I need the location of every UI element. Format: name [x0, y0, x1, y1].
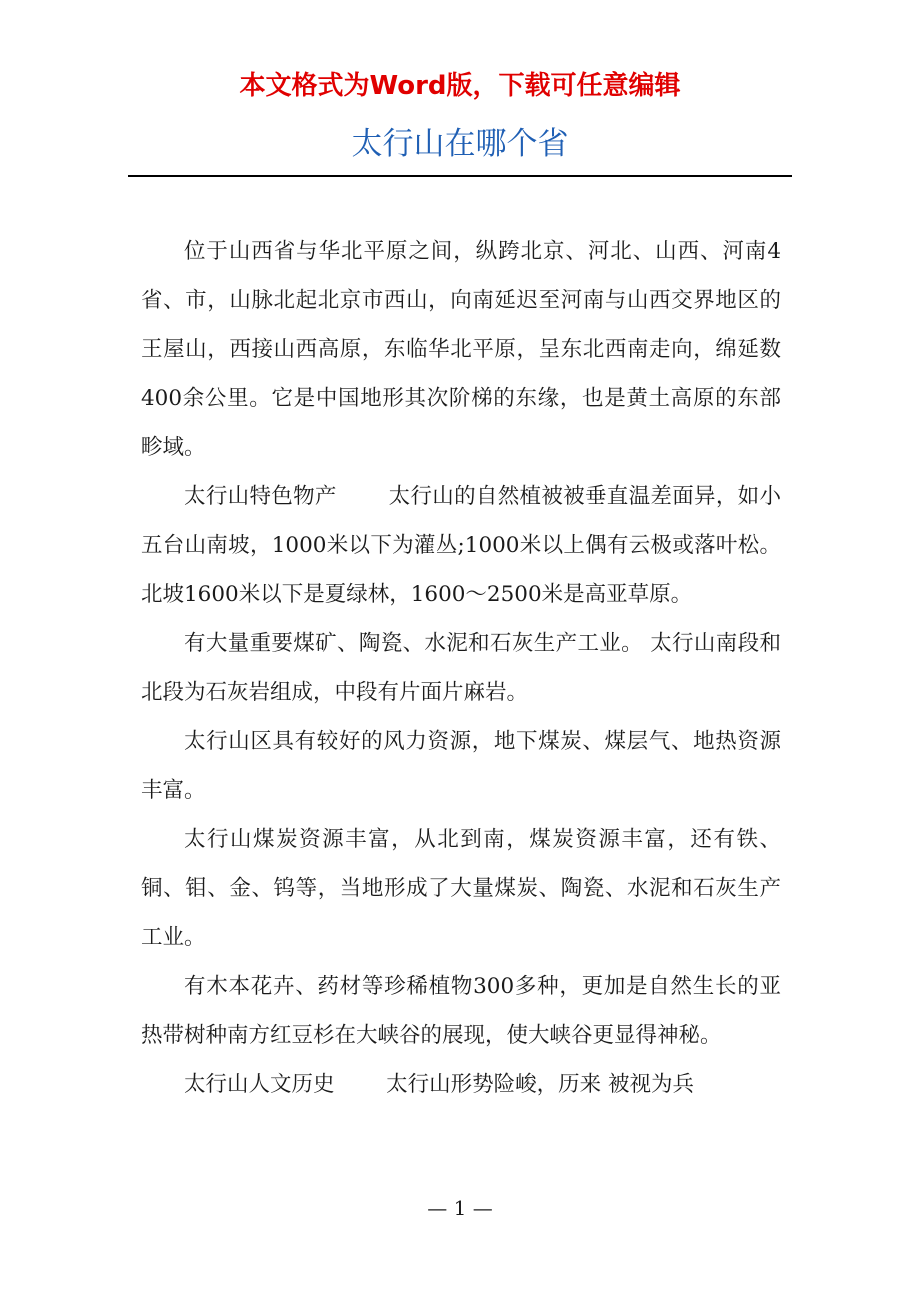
section-text-features: 太行山的自然植被被垂直温差面异，如小五台山南坡，1000米以下为灌丛;1000米以上偶有云极或落叶松。北坡1600米以下是夏绿林，1600～2500米是高亚草原。	[141, 484, 781, 607]
title-divider	[128, 175, 792, 177]
section-text-history: 太行山形势险峻，历来 被视为兵	[386, 1072, 694, 1097]
document-title: 太行山在哪个省	[351, 126, 569, 162]
paragraph-history	[141, 1060, 781, 1109]
section-heading-history: 太行山人文历史	[184, 1072, 335, 1097]
paragraph-resources: 太行山区具有较好的风力资源，地下煤炭、煤层气、地热资源丰富。	[141, 729, 781, 803]
page-number: — 1 —	[427, 1196, 493, 1220]
paragraph-plants: 有木本花卉、药材等珍稀植物300多种，更加是自然生长的亚热带树种南方红豆杉在大峡谷的展现，使大峡谷更显得神秘。	[141, 974, 781, 1048]
format-banner: 本文格式为Word版，下载可任意编辑	[239, 71, 681, 101]
paragraph-industry: 有大量重要煤矿、陶瓷、水泥和石灰生产工业。 太行山南段和北段为石灰岩组成，中段有片面片麻岩。	[141, 631, 781, 705]
section-heading-features: 太行山特色物产	[184, 484, 337, 509]
paragraph-minerals: 太行山煤炭资源丰富，从北到南，煤炭资源丰富，还有铁、铜、钼、金、钨等，当地形成了大量煤炭、陶瓷、水泥和石灰生产工业。	[141, 827, 781, 950]
paragraph-features	[141, 472, 781, 619]
document-body	[141, 227, 781, 1109]
paragraph-location: 位于山西省与华北平原之间，纵跨北京、河北、山西、河南4省、市，山脉北起北京市西山，向南延迟至河南与山西交界地区的王屋山，西接山西高原，东临华北平原，呈东北西南走向，绵延数400余公里。它是中国地形其次阶梯的东缘，也是黄土高原的东部畛域。	[141, 239, 781, 460]
